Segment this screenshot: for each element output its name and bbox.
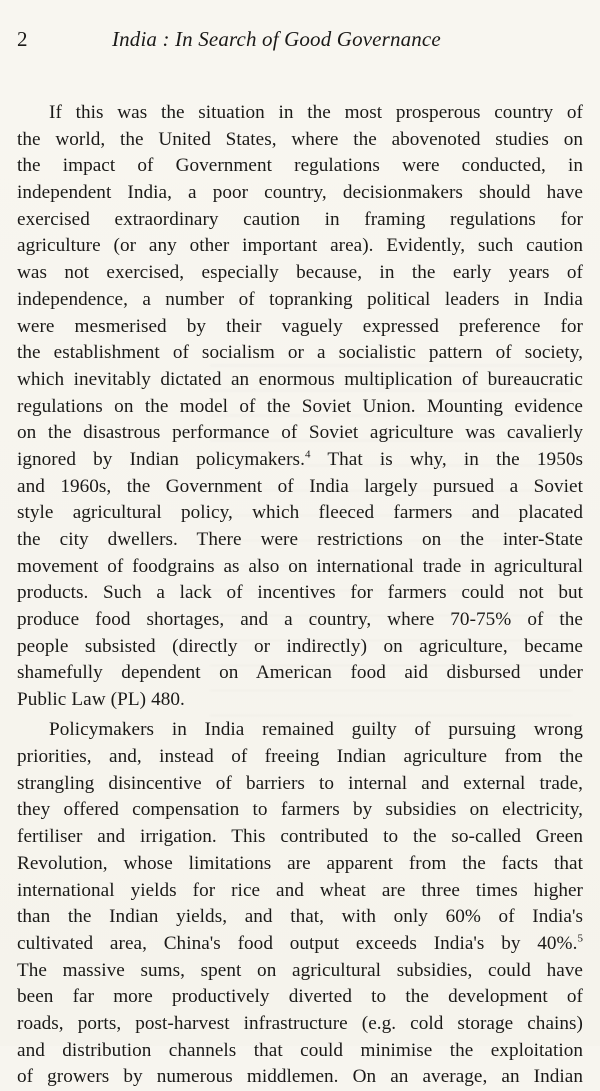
text-line: on the disastrous performance of Soviet agriculture was cavalierly (17, 422, 583, 444)
text-line: strangling disincentive of barriers to internal and external trade, (17, 772, 583, 794)
page-number: 2 (17, 27, 28, 51)
text-line: Public Law (PL) 480. (17, 689, 185, 711)
text-line: international yields for rice and wheat are three times higher (17, 879, 583, 901)
text-line: exercised extraordinary caution in framing regulations for (17, 208, 583, 230)
text-line: style agricultural policy, which fleeced farmers and placated (17, 502, 583, 524)
footnote-reference-4: 4 (304, 448, 311, 461)
running-title: India : In Search of Good Governance (112, 27, 441, 51)
text-line: and 1960s, the Government of India largely pursued a Soviet (17, 475, 583, 497)
text-line: independence, a number of topranking political leaders in India (17, 288, 583, 310)
text-line: were mesmerised by their vaguely expressed preference for (17, 315, 583, 337)
text-line: shamefully dependent on American food aid disbursed under (17, 662, 583, 684)
text-line: roads, ports, post-harvest infrastructure (e.g. cold storage chains) (17, 1012, 583, 1034)
text-line: they offered compensation to farmers by subsidies on electricity, (17, 799, 583, 821)
text-line: If this was the situation in the most prosperous country of (49, 102, 583, 123)
text-line: independent India, a poor country, decisionmakers should have (17, 182, 583, 204)
text-line: the establishment of socialism or a socialistic pattern of society, (17, 342, 583, 364)
text-line: people subsisted (directly or indirectly) on agriculture, became (17, 635, 583, 657)
paragraph-2 (17, 717, 583, 1091)
body-text (17, 100, 583, 1091)
running-header (17, 24, 583, 54)
text-line: the city dwellers. There were restrictions on the inter-State (17, 529, 583, 550)
text-line: the impact of Government regulations were conducted, in (17, 155, 583, 177)
text-line: and distribution channels that could minimise the exploitation (17, 1039, 583, 1061)
text-line: produce food shortages, and a country, where 70-75% of the (17, 609, 583, 631)
text-line: Policymakers in India remained guilty of pursuing wrong (49, 719, 583, 741)
text-line: agriculture (or any other important area). Evidently, such caution (17, 235, 583, 257)
footnote-reference-5: 5 (577, 932, 583, 945)
text-line: movement of foodgrains as also on international trade in agricultural (17, 555, 583, 577)
text-segment: ignored by Indian policymakers. (17, 448, 305, 470)
text-line: the world, the United States, where the abovenoted studies on (17, 128, 583, 150)
text-segment: cultivated area, China's food output exceeds India's by 40%. (17, 932, 578, 954)
text-line: was not exercised, especially because, in the early years of (17, 262, 583, 284)
text-line: than the Indian yields, and that, with only 60% of India's (17, 906, 583, 928)
text-segment: That is why, in the 1950s (310, 448, 583, 470)
paragraph-1 (17, 100, 583, 714)
text-line: of growers by numerous middlemen. On an average, an Indian (17, 1066, 583, 1088)
text-line: The massive sums, spent on agricultural subsidies, could have (17, 959, 583, 981)
text-line: which inevitably dictated an enormous multiplication of bureaucratic (17, 368, 583, 390)
text-line: products. Such a lack of incentives for farmers could not but (17, 582, 583, 604)
text-line: regulations on the model of the Soviet Union. Mounting evidence (17, 395, 583, 417)
text-line-with-footnote-4 (17, 447, 583, 474)
text-line: priorities, and, instead of freeing Indian agriculture from the (17, 746, 583, 768)
text-line: been far more productively diverted to the development of (17, 986, 583, 1008)
text-line: Revolution, whose limitations are apparent from the facts that (17, 852, 583, 874)
text-line-with-footnote-5 (17, 931, 583, 958)
text-line: fertiliser and irrigation. This contributed to the so-called Green (17, 826, 583, 848)
